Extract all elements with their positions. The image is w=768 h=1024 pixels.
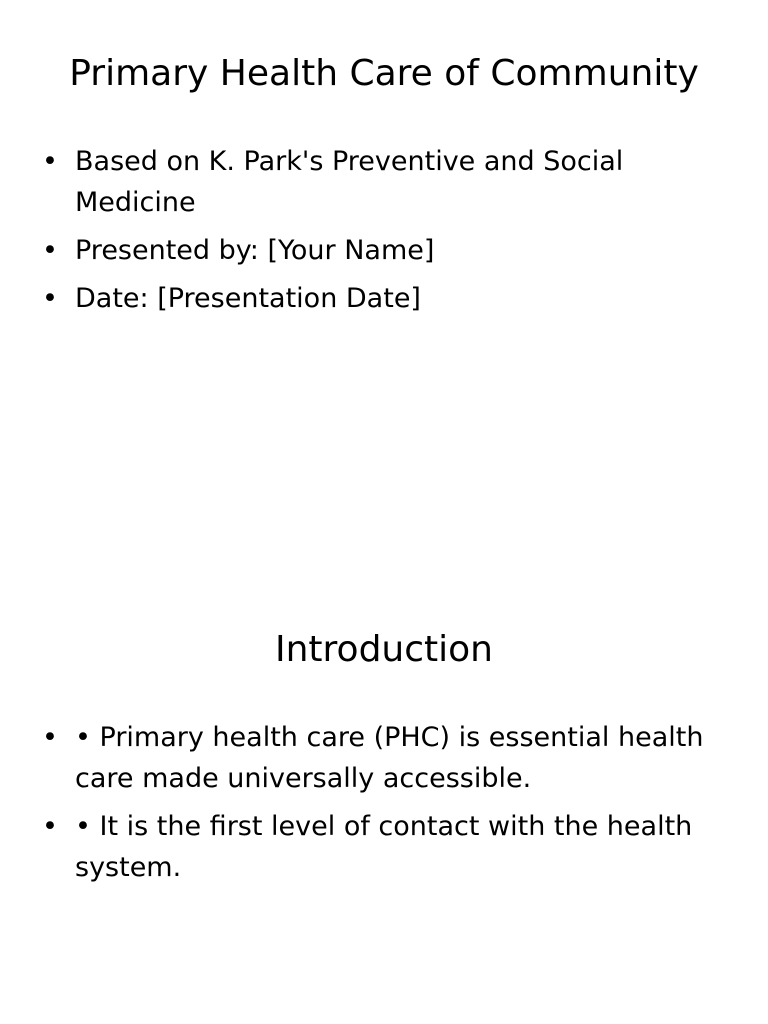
bullet-list [42, 141, 722, 326]
bullet-list [42, 717, 722, 895]
bullet-icon: • [42, 722, 58, 753]
slide-title: Primary Health Care of Community [69, 53, 699, 94]
bullet-text: Based on K. Park's Preventive and Social Medicine [75, 146, 624, 218]
bullet-icon: • [42, 146, 58, 177]
slide-introduction [0, 576, 768, 1024]
bullet-item [42, 230, 722, 271]
bullet-text: • It is the first level of contact with the health system. [75, 811, 693, 883]
slide-title: Introduction [274, 629, 493, 670]
bullet-icon: • [42, 811, 58, 842]
bullet-item [42, 278, 722, 319]
bullet-item [42, 717, 722, 799]
bullet-icon: • [42, 235, 58, 266]
bullet-text: Date: [Presentation Date] [75, 283, 421, 314]
bullet-text: Presented by: [Your Name] [75, 235, 435, 266]
bullet-icon: • [42, 283, 58, 314]
bullet-text: • Primary health care (PHC) is essential health care made universally accessible. [75, 722, 704, 794]
bullet-item [42, 141, 722, 223]
bullet-item [42, 806, 722, 888]
